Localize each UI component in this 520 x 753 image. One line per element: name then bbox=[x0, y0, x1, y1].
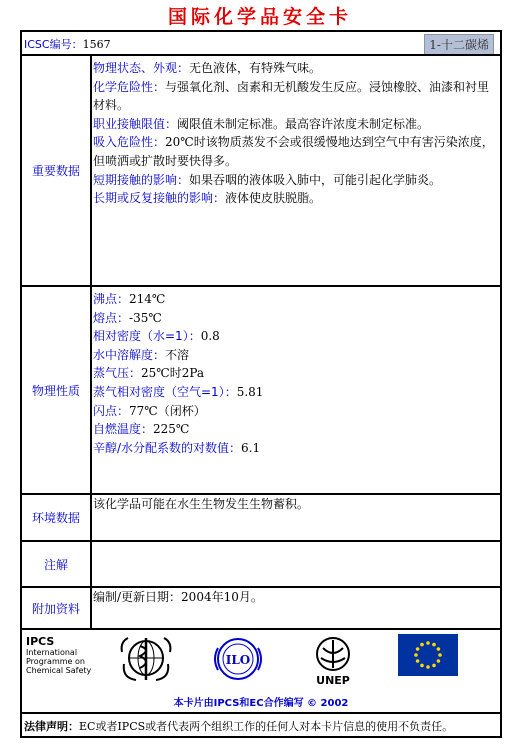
physical-item bbox=[93, 402, 498, 421]
section-label-physical: 物理性质 bbox=[22, 287, 92, 493]
legal-label: 法律声明： bbox=[24, 720, 79, 733]
section-label-environment: 环境数据 bbox=[22, 495, 92, 540]
unep-logo-icon bbox=[305, 634, 361, 690]
item-key: 相对密度（水=1）： bbox=[93, 329, 201, 344]
item-value: 225℃ bbox=[153, 422, 190, 437]
important-item bbox=[93, 115, 498, 134]
who-logo-icon bbox=[118, 634, 174, 684]
physical-item bbox=[93, 439, 498, 458]
physical-item bbox=[93, 383, 498, 402]
item-key: 闪点： bbox=[93, 403, 130, 418]
item-value: 液体使皮肤脱脂。 bbox=[225, 191, 322, 206]
section-label-notes: 注解 bbox=[22, 542, 92, 586]
item-key: 水中溶解度： bbox=[93, 347, 166, 362]
section-physical bbox=[22, 285, 500, 493]
item-value: 与强氧化剂、卤素和无机酸发生反应。浸蚀橡胶、油漆和衬里材料。 bbox=[93, 79, 490, 113]
item-value: 如果吞咽的液体吸入肺中，可能引起化学肺炎。 bbox=[189, 172, 442, 187]
eu-flag-icon bbox=[398, 634, 458, 676]
item-key: 蒸气压： bbox=[93, 366, 142, 381]
item-key: 化学危险性： bbox=[93, 79, 166, 94]
item-key: 短期接触的影响： bbox=[93, 172, 190, 187]
unep-text: UNEP bbox=[316, 674, 350, 687]
section-additional bbox=[22, 586, 500, 628]
icsc-label: ICSC编号： bbox=[24, 38, 83, 51]
item-value: 0.8 bbox=[200, 329, 220, 344]
section-content-physical bbox=[92, 287, 500, 493]
item-value: 6.1 bbox=[241, 440, 261, 455]
item-key: 熔点： bbox=[93, 310, 130, 325]
icsc-value: 1567 bbox=[82, 38, 111, 51]
physical-item bbox=[93, 364, 498, 383]
physical-item bbox=[93, 346, 498, 365]
ipcs-abbr: IPCS bbox=[26, 635, 55, 648]
ilo-logo-icon bbox=[210, 634, 266, 684]
item-key: 吸入危险性： bbox=[93, 135, 166, 150]
important-item bbox=[93, 171, 498, 190]
item-key: 职业接触限值： bbox=[93, 116, 178, 131]
physical-item bbox=[93, 309, 498, 328]
item-key: 物理状态、外观： bbox=[93, 61, 190, 75]
section-environment bbox=[22, 493, 500, 540]
legal-statement bbox=[24, 718, 453, 734]
ilo-text: ILO bbox=[225, 653, 251, 667]
item-value: 214℃ bbox=[129, 292, 166, 306]
important-item bbox=[93, 133, 498, 170]
ipcs-line2: Programme on bbox=[26, 657, 85, 666]
item-key: 长期或反复接触的影响： bbox=[93, 191, 226, 206]
item-value: 不溶 bbox=[165, 347, 190, 362]
item-key: 自燃温度： bbox=[93, 422, 154, 437]
safety-card bbox=[20, 30, 502, 738]
section-content-notes bbox=[92, 542, 500, 586]
item-value: 77℃（闭杯） bbox=[129, 403, 206, 418]
item-key: 沸点： bbox=[93, 292, 130, 306]
important-item bbox=[93, 59, 498, 78]
legal-text: EC或者IPCS或者代表两个组织工作的任何人对本卡片信息的使用不负责任。 bbox=[79, 720, 454, 733]
section-label-important: 重要数据 bbox=[22, 56, 92, 285]
physical-item bbox=[93, 420, 498, 439]
item-value: -35℃ bbox=[129, 310, 162, 325]
legal-row bbox=[22, 712, 500, 736]
ipcs-logo bbox=[26, 636, 91, 675]
section-content-environment: 该化学品可能在水生生物发生生物蓄积。 bbox=[93, 497, 310, 511]
section-label-additional: 附加资料 bbox=[22, 588, 92, 628]
card-title: 国际化学品安全卡 bbox=[167, 6, 352, 28]
section-important bbox=[22, 54, 500, 285]
physical-item bbox=[93, 327, 498, 346]
ipcs-line1: International bbox=[26, 648, 78, 657]
section-content-important bbox=[92, 56, 500, 285]
item-value: 20℃时该物质蒸发不会或很缓慢地达到空气中有害污染浓度，但喷洒或扩散时要快得多。 bbox=[93, 135, 494, 168]
section-notes bbox=[22, 540, 500, 586]
credit-text: 本卡片由IPCS和EC合作编写 © 2002 bbox=[173, 698, 349, 709]
physical-item bbox=[93, 290, 498, 309]
logos-footer bbox=[22, 628, 500, 712]
icsc-number bbox=[24, 36, 111, 52]
item-value: 无色液体，有特殊气味。 bbox=[189, 61, 322, 75]
item-value: 5.81 bbox=[236, 384, 264, 399]
item-value: 阈限值未制定标准。最高容许浓度未制定标准。 bbox=[177, 116, 430, 131]
chemical-name: 1-十二碳烯 bbox=[424, 34, 494, 55]
item-key: 蒸气相对密度（空气=1）： bbox=[93, 384, 237, 399]
icsc-header bbox=[22, 32, 500, 54]
section-content-additional: 编制/更新日期：2004年10月。 bbox=[93, 590, 263, 604]
ipcs-line3: Chemical Safety bbox=[26, 666, 92, 675]
item-key: 辛醇/水分配系数的对数值： bbox=[93, 440, 242, 455]
important-item bbox=[93, 78, 498, 115]
important-item bbox=[93, 189, 498, 208]
item-value: 25℃时2Pa bbox=[141, 366, 205, 381]
